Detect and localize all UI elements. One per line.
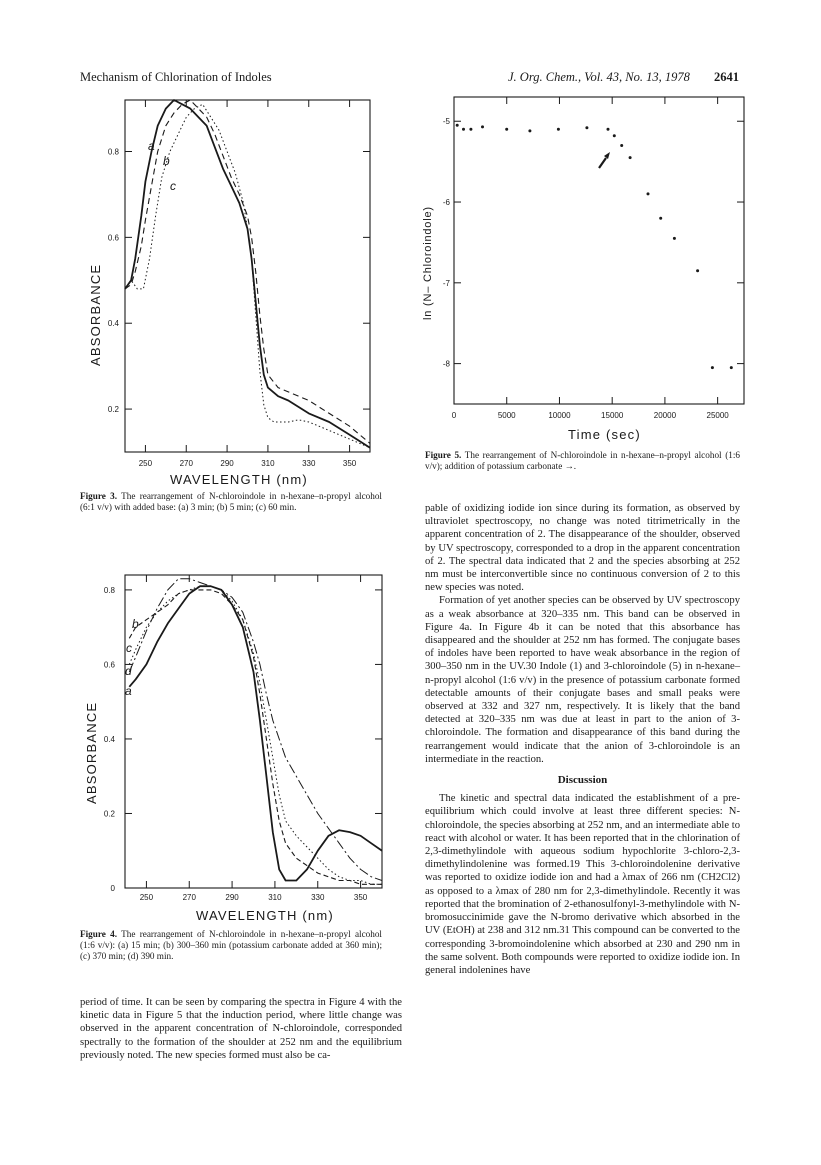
curve-label-a: a (148, 139, 155, 153)
data-point (647, 192, 650, 195)
series-group (125, 100, 370, 448)
figure-4-chart (78, 560, 400, 926)
y-tick-label: 0.4 (103, 734, 115, 744)
series-line-a (125, 100, 370, 448)
y-tick-label: -5 (442, 117, 450, 127)
x-tick-label: 250 (139, 893, 154, 902)
y-tick-label: 0.8 (107, 147, 119, 157)
x-tick-label: 310 (268, 893, 282, 902)
y-tick-label: -6 (442, 198, 450, 208)
data-point (469, 128, 472, 131)
y-tick-label: 0.2 (107, 405, 119, 415)
x-tick-label: 270 (182, 893, 196, 902)
axes (108, 100, 370, 468)
paragraph: period of time. It can be seen by comparing the spectra in Figure 4 with the kinetic data in Figure 5 that the induction period, where little change was observed in the apparent concentration of N-chloroindole, corresponded spectrally to the formation of the shoulder at 252 nm and the equilibrium previously noted. The new species formed must also be ca- (80, 997, 402, 1061)
plot-frame (454, 97, 744, 404)
series-line-a (129, 586, 382, 880)
x-axis-label: WAVELENGTH (nm) (170, 472, 308, 487)
figure-3-caption (80, 491, 382, 513)
axes (104, 575, 382, 902)
paragraph: The kinetic and spectral data indicated the establishment of a pre-equilibrium which could involve at least three different species: N-chloroindole, the species absorbing at 252 nm, and an intermediate able to react with alcohol or water. It has been reported that in the chlorination of 2,3-dimethylindole with aqueous sodium hypochlorite 3-chloro-2,3-dimethylindolenine was formed.19 This 3-chloroindolenine derivative was reported to oxidize iodide ion and had a λmax of 266 nm (CH2Cl2) as opposed to a λmax of 280 nm for 2,3-dimethylindole. Recently it was reported that the bromination of 2-ethanosulfonyl-3-methylindole with N-bromosuccinimide gave the N-bromo derivative which absorbed in the UV (EtOH) at 238 and 312 nm.31 This compound can be converted to the corresponding 3-bromoindolenine which absorbed at 230 and 290 nm in the same solvent. Both compounds were reported to oxidize iodide ion. In general indolenines have (425, 793, 740, 976)
curve-label-b: b (132, 617, 139, 631)
x-tick-label: 350 (353, 893, 368, 902)
data-point (730, 366, 733, 369)
x-tick-label: 0 (451, 411, 457, 420)
figure-5-chart (418, 92, 748, 447)
x-tick-label: 270 (179, 459, 193, 468)
data-point (659, 217, 662, 220)
left-column-text (80, 996, 402, 1062)
axes (443, 97, 744, 420)
plot-frame (125, 575, 382, 888)
data-point (505, 128, 508, 131)
x-tick-label: 310 (261, 459, 275, 468)
y-tick-label: 0.6 (103, 660, 115, 670)
data-point (629, 156, 632, 159)
y-tick-label: 0.6 (107, 233, 119, 243)
x-tick-label: 10000 (548, 411, 571, 420)
x-tick-label: 20000 (653, 411, 677, 420)
x-tick-label: 290 (220, 459, 234, 468)
x-tick-label: 5000 (497, 411, 516, 420)
caption-label: Figure 3. (80, 491, 118, 501)
data-point (613, 134, 616, 137)
series-line-c (129, 586, 382, 884)
x-tick-label: 330 (311, 893, 325, 902)
x-axis-label: WAVELENGTH (nm) (196, 908, 334, 923)
series-line-b (129, 590, 382, 884)
y-tick-label: 0.4 (107, 319, 119, 329)
y-axis-label: ABSORBANCE (84, 701, 99, 804)
series-line-c (125, 104, 370, 447)
data-point (620, 144, 623, 147)
series-group (456, 124, 733, 369)
y-tick-label: 0.8 (103, 585, 115, 595)
caption-text: The rearrangement of N-chloroindole in n-hexane–n-propyl alcohol (1:6 v/v): (a) 15 min; (b) 300–360 min (potassium carbonate added at 360 min); (c) 370 min; (d) 390 min. (80, 929, 382, 961)
curve-label-a: a (125, 684, 132, 698)
curve-label-c: c (170, 179, 176, 193)
page-number: 2641 (714, 70, 739, 84)
x-tick-label: 330 (302, 459, 316, 468)
x-tick-label: 250 (138, 459, 153, 468)
right-column-text (425, 502, 740, 977)
section-heading: Discussion (557, 774, 608, 787)
caption-label: Figure 4. (80, 929, 118, 939)
running-header-title: Mechanism of Chlorination of Indoles (80, 70, 272, 84)
caption-text: The rearrangement of N-chloroindole in n-hexane–n-propyl alcohol (6:1 v/v) with added base: (a) 3 min; (b) 5 min; (c) 60 min. (80, 491, 382, 512)
y-tick-label: -7 (442, 278, 450, 288)
data-point (673, 237, 676, 240)
x-tick-label: 15000 (601, 411, 624, 420)
caption-text: The rearrangement of N-chloroindole in n-hexane–n-propyl alcohol (1:6 v/v); addition of potassium carbonate →. (425, 450, 740, 471)
potassium-carbonate-arrow (599, 152, 610, 168)
paragraph: pable of oxidizing iodide ion since during its formation, as observed by ultraviolet spectroscopy, no change was noted titrimetrically in the apparent concentration of 2. The disappearance of the shoulder, observed by UV spectroscopy, corresponded to a drop in the apparent concentration of 2. The spectral data indicated that 2 and the species absorbing at 252 nm must be interconvertible since no continuous conversion of 2 to this new species was noted. (425, 503, 740, 594)
plot-frame (125, 100, 370, 452)
caption-label: Figure 5. (425, 450, 462, 460)
x-tick-label: 25000 (706, 411, 729, 420)
figure-5-caption (425, 450, 740, 472)
data-point (481, 125, 484, 128)
y-tick-label: 0.2 (103, 809, 115, 819)
data-point (462, 128, 465, 131)
paragraph: Formation of yet another species can be observed by UV spectroscopy as a weak absorbance at 320–335 nm. This band can be observed in Figure 4a. In Figure 4b it can be noted that this absorbance has disappeared and the shoulder at 252 nm has formed. The conjugate bases of indoles have been reported to have weak absorbance in the region of 300–350 nm in the UV.30 Indole (1) and 3-chloroindole (5) in n-hexane–n-propyl alcohol (1:6 v/v) in the presence of potassium carbonate formed detectable amounts of their conjugate bases and small peaks were observed at 332 and 327 nm, respectively. It is likely that the band detected at 320–335 nm was due at least in part to the anion of 3-chloroindole. The formation and disappearance of this band during the rearrangement would indicate that the anion of 3-chloroindole is an intermediate in the reaction. (425, 595, 740, 765)
series-group (129, 579, 382, 885)
data-point (557, 128, 560, 131)
data-point (696, 269, 699, 272)
curve-label-b: b (163, 154, 170, 168)
x-axis-label: Time (sec) (568, 427, 641, 442)
data-point (585, 126, 588, 129)
data-point (607, 128, 610, 131)
series-line-b (125, 100, 370, 443)
y-axis-label: ln (N– Chloroindole) (422, 206, 434, 320)
curve-label-c: c (126, 641, 132, 655)
y-tick-label: -8 (442, 359, 450, 369)
running-header-journal: J. Org. Chem., Vol. 43, No. 13, 1978 (508, 70, 690, 84)
data-point (711, 366, 714, 369)
data-point (528, 129, 531, 132)
curve-labels (125, 617, 139, 698)
x-tick-label: 350 (342, 459, 357, 468)
data-point (456, 124, 459, 127)
figure-3-chart (78, 92, 400, 490)
figure-4-caption (80, 929, 382, 962)
x-tick-label: 290 (225, 893, 239, 902)
curve-label-d: d (125, 664, 132, 678)
y-tick-label: 0 (110, 884, 115, 893)
y-axis-label: ABSORBANCE (88, 263, 103, 366)
